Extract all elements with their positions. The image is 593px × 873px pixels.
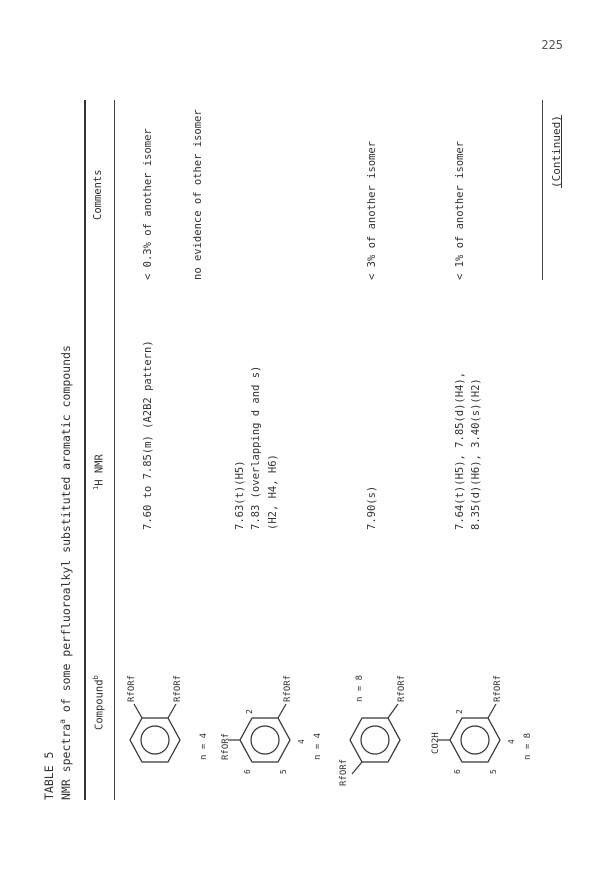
svg-text:RfORf: RfORf: [397, 674, 407, 702]
svg-text:4: 4: [507, 739, 516, 744]
header-comments: Comments: [92, 169, 104, 220]
structure-meta-bis: [220, 630, 334, 790]
page-number: 225: [541, 38, 563, 52]
header-1h-nmr: $^1$H NMR: [92, 454, 106, 490]
table-label: TABLE 5: [42, 751, 56, 800]
table-top-rule: [84, 100, 86, 800]
footer-rule: [542, 100, 543, 280]
svg-text:n = 8: n = 8: [523, 732, 533, 760]
nmr-row-3: 7.90(s): [366, 485, 378, 530]
continued-label: (Continued): [550, 115, 563, 188]
svg-text:2: 2: [245, 709, 254, 714]
nmr-row-1: 7.60 to 7.85(m) (A2B2 pattern): [142, 340, 154, 530]
structure-ortho-bis: [120, 640, 224, 790]
comment-row-4: < 1% of another isomer: [454, 140, 466, 280]
svg-text:5: 5: [279, 769, 288, 774]
svg-text:CO2H: CO2H: [431, 732, 441, 754]
nmr-row-2: 7.63(t)(H5) 7.83 (overlapping d and s) (H2, H4, H6): [234, 365, 279, 530]
svg-text:RfORf: RfORf: [339, 758, 349, 786]
rotated-table-block: [42, 20, 593, 800]
comment-row-3: < 3% of another isomer: [366, 140, 378, 280]
table-caption: [42, 345, 74, 800]
svg-text:5: 5: [489, 769, 498, 774]
header-rule: [114, 100, 115, 800]
svg-text:4: 4: [297, 739, 306, 744]
svg-text:6: 6: [453, 769, 462, 774]
svg-text:RfORf: RfORf: [283, 674, 293, 702]
comment-row-2: no evidence of other isomer: [192, 109, 204, 280]
nmr-row-4: 7.64(t)(H5), 7.85(d)(H4), 8.35(d)(H6), 3.40(s)(H2): [454, 371, 483, 530]
svg-text:2: 2: [455, 709, 464, 714]
structure-para-bis: [332, 630, 436, 790]
comment-row-1: < 0.3% of another isomer: [142, 128, 154, 280]
svg-text:n = 4: n = 4: [199, 732, 209, 760]
svg-text:n = 4: n = 4: [313, 732, 323, 760]
svg-text:RfORf: RfORf: [173, 674, 183, 702]
svg-text:RfORf: RfORf: [221, 732, 231, 760]
svg-text:RfORf: RfORf: [127, 674, 137, 702]
svg-text:RfORf: RfORf: [493, 674, 503, 702]
table-caption-text: NMR spectra$^a$ of some perfluoroalkyl substituted aromatic compounds: [57, 345, 73, 800]
header-compound: Compound$^b$: [92, 675, 106, 730]
svg-text:n = 8: n = 8: [355, 674, 365, 702]
svg-text:6: 6: [243, 769, 252, 774]
structure-meta-carboxylic: [430, 630, 544, 790]
